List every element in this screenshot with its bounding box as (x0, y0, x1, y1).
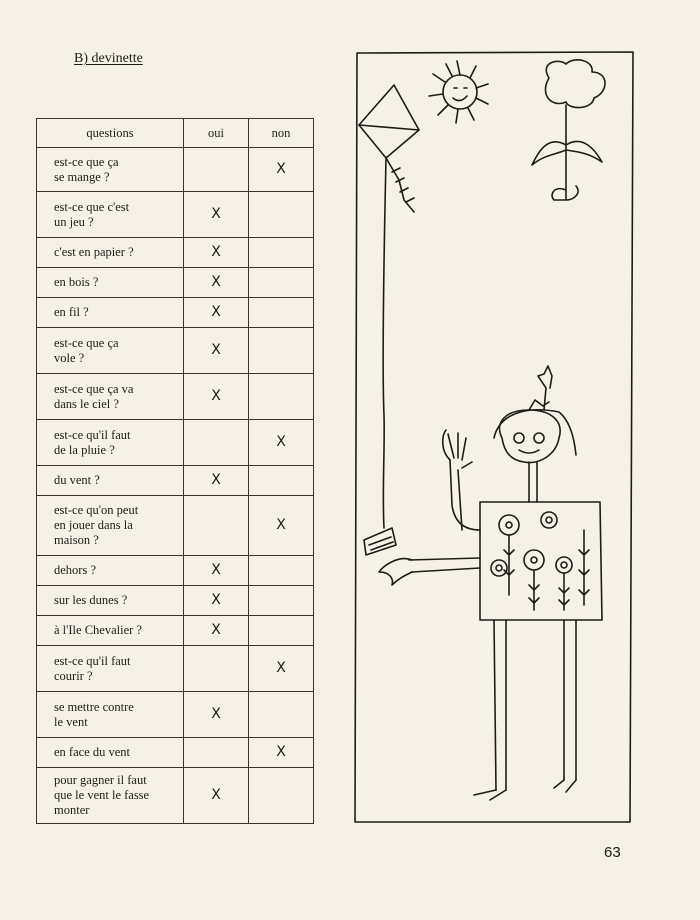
non-cell (249, 768, 314, 824)
child-figure (364, 366, 602, 800)
flower-icon (532, 60, 605, 200)
non-cell: X (249, 148, 314, 192)
question-cell: est-ce que c'est un jeu ? (37, 192, 184, 238)
page-number: 63 (604, 844, 621, 861)
question-cell: c'est en papier ? (37, 238, 184, 268)
non-cell (249, 238, 314, 268)
question-cell: dehors ? (37, 556, 184, 586)
child-drawing-kite (354, 50, 639, 825)
sun-icon (429, 61, 488, 123)
question-cell: se mettre contre le vent (37, 692, 184, 738)
non-cell (249, 328, 314, 374)
question-cell: est-ce que ça se mange ? (37, 148, 184, 192)
table-row (37, 328, 314, 374)
table-row (37, 738, 314, 768)
question-cell: sur les dunes ? (37, 586, 184, 616)
table-row (37, 148, 314, 192)
header-non: non (249, 119, 314, 148)
non-cell: X (249, 738, 314, 768)
question-cell: à l'Ile Chevalier ? (37, 616, 184, 646)
oui-cell: X (184, 616, 249, 646)
oui-cell: X (184, 692, 249, 738)
question-cell: du vent ? (37, 466, 184, 496)
oui-cell: X (184, 328, 249, 374)
non-cell: X (249, 420, 314, 466)
non-cell (249, 556, 314, 586)
non-cell (249, 298, 314, 328)
non-cell (249, 616, 314, 646)
body-flowers-icon (491, 512, 589, 610)
header-questions: questions (37, 119, 184, 148)
non-cell (249, 268, 314, 298)
oui-cell (184, 148, 249, 192)
non-cell: X (249, 496, 314, 556)
section-heading (74, 51, 143, 67)
kite-icon (359, 85, 419, 212)
table-row (37, 496, 314, 556)
table-row (37, 556, 314, 586)
header-oui: oui (184, 119, 249, 148)
table-row (37, 238, 314, 268)
question-cell: en bois ? (37, 268, 184, 298)
question-cell: pour gagner il faut que le vent le fasse monter (37, 768, 184, 824)
table-row (37, 616, 314, 646)
oui-cell (184, 420, 249, 466)
oui-cell: X (184, 268, 249, 298)
non-cell (249, 192, 314, 238)
table-row (37, 768, 314, 824)
oui-cell: X (184, 586, 249, 616)
table-row (37, 298, 314, 328)
table-row (37, 192, 314, 238)
oui-cell: X (184, 466, 249, 496)
kite-string (383, 158, 386, 528)
oui-cell: X (184, 238, 249, 268)
table-row (37, 420, 314, 466)
non-cell (249, 466, 314, 496)
question-cell: est-ce que ça vole ? (37, 328, 184, 374)
table-body (37, 148, 314, 824)
question-cell: est-ce qu'il faut de la pluie ? (37, 420, 184, 466)
table-row (37, 692, 314, 738)
oui-cell: X (184, 192, 249, 238)
question-cell: en fil ? (37, 298, 184, 328)
oui-cell: X (184, 374, 249, 420)
non-cell (249, 586, 314, 616)
question-cell: est-ce que ça va dans le ciel ? (37, 374, 184, 420)
oui-cell: X (184, 556, 249, 586)
table-row (37, 268, 314, 298)
question-cell: est-ce qu'il faut courir ? (37, 646, 184, 692)
question-cell: en face du vent (37, 738, 184, 768)
oui-cell: X (184, 298, 249, 328)
non-cell (249, 692, 314, 738)
question-cell: est-ce qu'on peut en jouer dans la maison ? (37, 496, 184, 556)
oui-cell: X (184, 768, 249, 824)
oui-cell (184, 496, 249, 556)
guessing-table (36, 118, 314, 824)
table-header-row (37, 119, 314, 148)
non-cell: X (249, 646, 314, 692)
table-row (37, 466, 314, 496)
table-row (37, 646, 314, 692)
section-heading-text: B) devinette (74, 51, 143, 66)
non-cell (249, 374, 314, 420)
oui-cell (184, 646, 249, 692)
table-row (37, 374, 314, 420)
table-row (37, 586, 314, 616)
oui-cell (184, 738, 249, 768)
